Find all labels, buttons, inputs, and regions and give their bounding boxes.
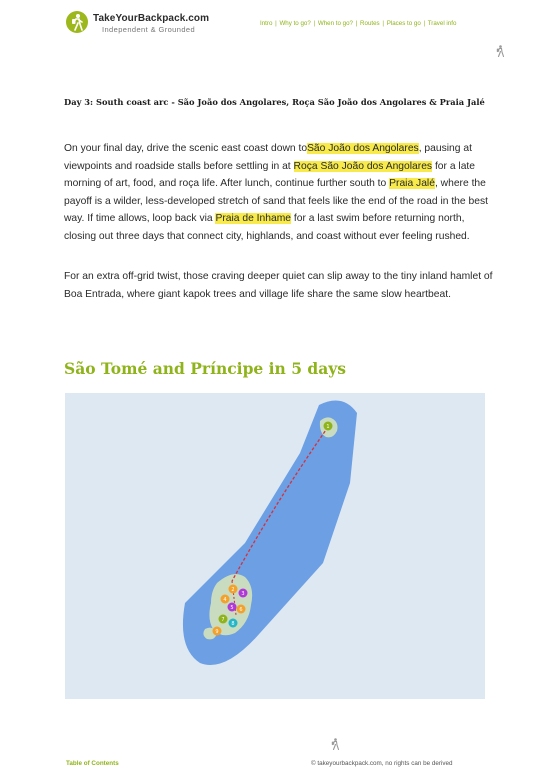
nav-item-why[interactable]: Why to go?	[279, 20, 311, 27]
hiker-logo-icon	[69, 13, 85, 31]
svg-text:9: 9	[215, 629, 219, 635]
map-marker-3[interactable]	[239, 589, 248, 598]
route-map[interactable]	[65, 393, 485, 699]
ocean-area	[183, 401, 357, 666]
map-marker-7[interactable]	[219, 615, 228, 624]
map-marker-4[interactable]	[221, 595, 230, 604]
itinerary-heading: São Tomé and Príncipe in 5 days	[64, 359, 347, 378]
link-praia-de-inhame[interactable]: Praia de Inhame	[215, 213, 292, 225]
svg-text:2: 2	[231, 587, 235, 593]
hiker-icon	[330, 738, 340, 750]
paragraph-day-3: On your final day, drive the scenic east coast down toSão João dos Angolares, pausing at viewpoints and roadside stalls before settling in at Roça São João dos Angolares for a late morning of art, food, and roça life. After lunch, continue further south to Praia Jalé, where the payoff is a wilder, less-developed stretch of sand that feels like the end of the road in the best way. If time allows, loop back via Praia de Inhame for a last swim before returning north, closing out three days that connect city, highlands, and coast without ever feeling rushed.	[64, 143, 488, 242]
nav-item-intro[interactable]: Intro	[260, 20, 273, 27]
svg-text:1: 1	[326, 424, 330, 430]
link-sao-joao-dos-angolares[interactable]: São João dos Angolares	[307, 143, 419, 154]
link-roca-sao-joao[interactable]: Roça São João dos Angolares	[293, 160, 433, 172]
svg-text:3: 3	[241, 591, 245, 597]
nav-item-routes[interactable]: Routes	[360, 20, 380, 27]
hiker-icon	[495, 45, 505, 57]
section-title: Day 3: South coast arc - São João dos Angolares, Roça São João dos Angolares & Praia Jalé	[64, 97, 485, 107]
map-marker-8[interactable]	[229, 619, 238, 628]
svg-text:7: 7	[221, 617, 225, 623]
nav-item-when[interactable]: When to go?	[317, 20, 353, 27]
page-header	[0, 0, 550, 40]
svg-text:8: 8	[231, 621, 235, 627]
map-marker-9[interactable]	[213, 627, 222, 636]
table-of-contents-link[interactable]: Table of Contents	[66, 760, 119, 767]
map-marker-2[interactable]	[229, 585, 238, 594]
logo[interactable]	[66, 11, 88, 33]
brand-name[interactable]: TakeYourBackpack.com	[93, 13, 210, 24]
map-marker-6[interactable]	[237, 605, 246, 614]
svg-text:4: 4	[223, 597, 227, 603]
paragraph-off-grid: For an extra off-grid twist, those craving deeper quiet can slip away to the tiny inland hamlet of Boa Entrada, where giant kapok trees and village life share the same slow heartbeat.	[64, 271, 493, 300]
svg-text:5: 5	[230, 605, 234, 611]
map-marker-5[interactable]	[228, 603, 237, 612]
map-svg	[65, 393, 485, 699]
copyright-text: © takeyourbackpack.com, no rights can be derived	[311, 760, 453, 767]
nav-item-travel-info[interactable]: Travel info	[427, 20, 457, 27]
link-praia-jale[interactable]: Praia Jalé	[389, 178, 435, 190]
svg-text:6: 6	[239, 607, 243, 613]
map-marker-1[interactable]	[324, 422, 333, 431]
brand-tagline: Independent & Grounded	[102, 25, 196, 34]
nav-item-places[interactable]: Places to go	[386, 20, 421, 27]
top-nav: Intro | Why to go? | When to go? | Routes | Places to go | Travel info	[260, 20, 457, 27]
